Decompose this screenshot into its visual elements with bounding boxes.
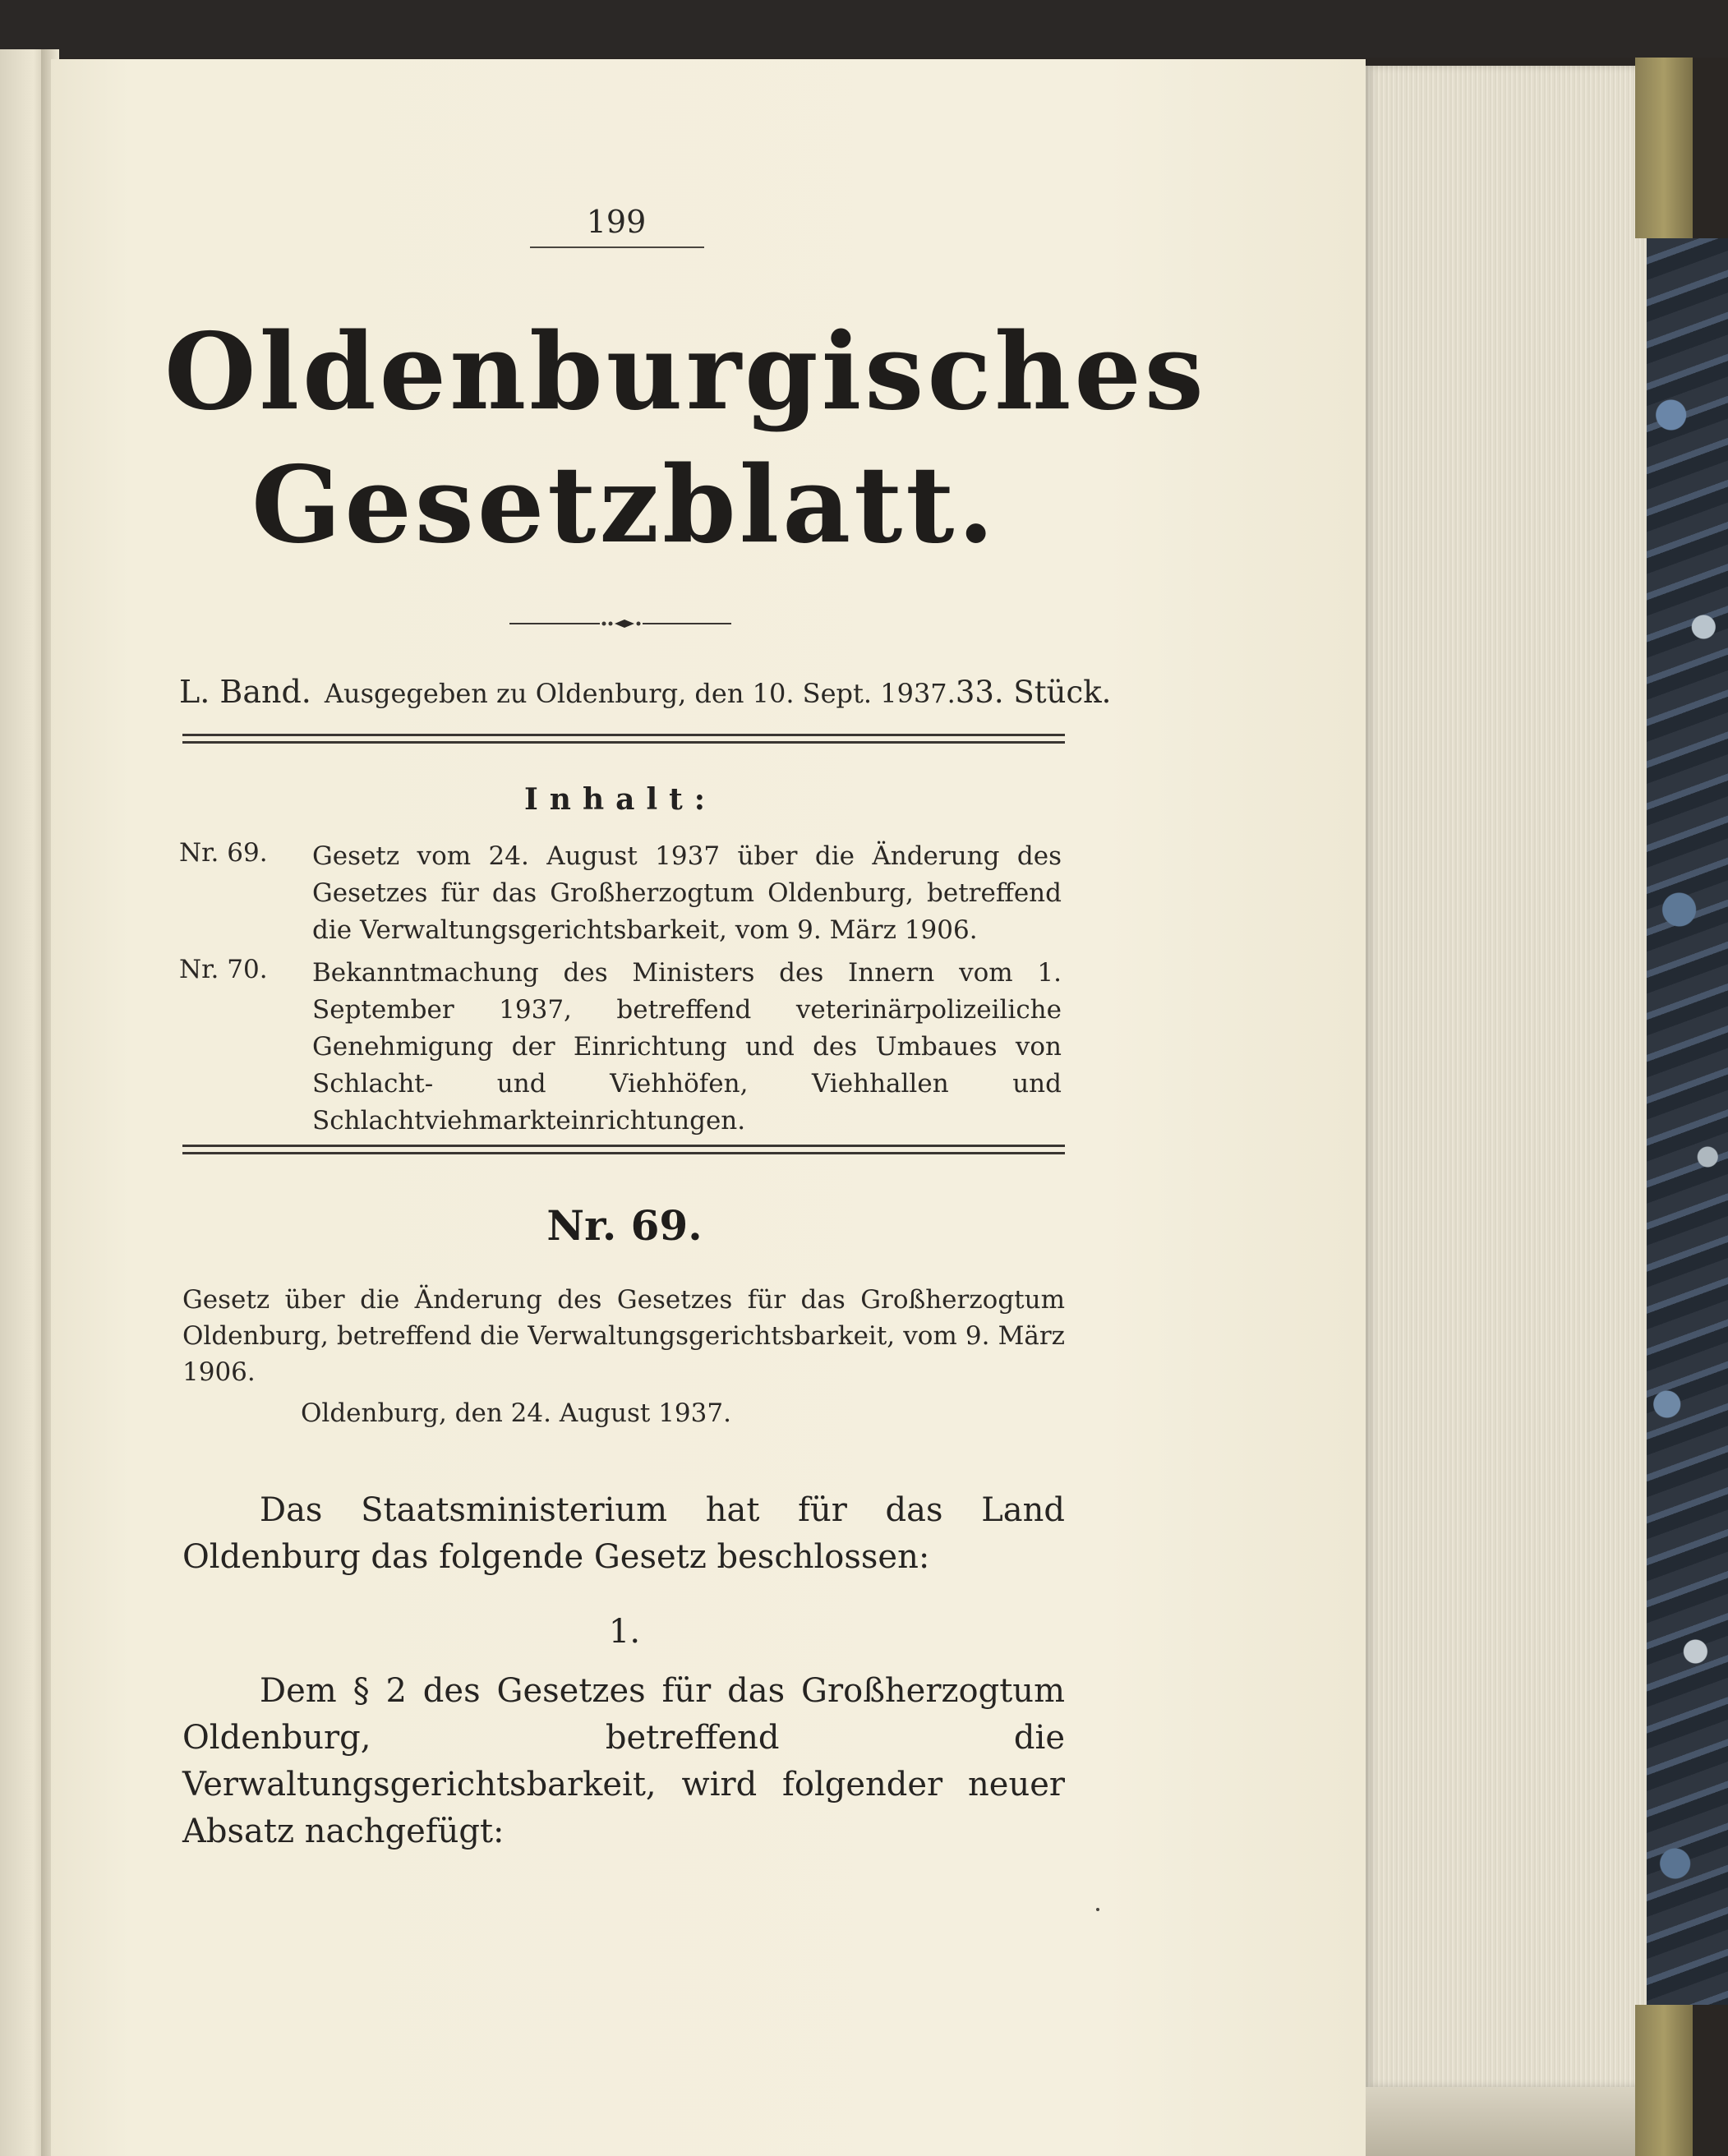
cover-board-top	[1635, 58, 1693, 238]
preamble-paragraph: Das Staatsministerium hat für das Land Oldenburg das folgende Gesetz beschlossen:	[182, 1491, 1065, 1576]
double-rule	[182, 1145, 1065, 1154]
contents-heading: Inhalt:	[523, 782, 717, 817]
page-block-bottom	[1366, 2087, 1647, 2156]
scan-background	[0, 0, 1728, 58]
page-number: 199	[586, 204, 647, 240]
print-speck	[1096, 1908, 1099, 1911]
issue-number: 33. Stück.	[955, 675, 1112, 710]
dateline: Oldenburg, den 24. August 1937.	[301, 1398, 731, 1428]
section-paragraph: Dem § 2 des Gesetzes für das Großherzogtum Oldenburg, betreffend die Verwaltungsgerichtsbarkeit, wird folgender neuer Absatz nachgefügt:	[182, 1672, 1065, 1850]
law-title: Gesetz über die Änderung des Gesetzes für das Großherzogtum Oldenburg, betreffend die Verwaltungsgerichtsbarkeit, vom 9. März 1906.	[182, 1285, 1065, 1387]
band-label: L. Band.	[179, 674, 311, 710]
cover-board-bottom	[1635, 2005, 1693, 2156]
double-rule	[182, 734, 1065, 744]
contents-entry-text: Gesetz vom 24. August 1937 über die Änderung des Gesetzes für das Großherzogtum Oldenburg, betreffend die Verwaltungsgerichtsbarkeit, vom 9. März 1906.	[312, 841, 1062, 945]
article-number: Nr. 69.	[546, 1201, 703, 1250]
page-number-rule	[530, 246, 704, 248]
contents-entry-number: Nr. 70.	[179, 955, 268, 984]
issue-date: Ausgegeben zu Oldenburg, den 10. Sept. 1937.	[324, 678, 956, 709]
section-number: 1.	[608, 1613, 641, 1651]
page-block-edge	[1366, 66, 1647, 2087]
contents-entry-number: Nr. 69.	[179, 838, 268, 868]
ornament-rule	[509, 618, 731, 629]
issue-line	[179, 674, 1112, 710]
masthead-title-line1: Oldenburgisches	[164, 311, 1207, 434]
masthead-title-line2: Gesetzblatt.	[251, 444, 998, 567]
contents-entry-text: Bekanntmachung des Ministers des Innern vom 1. September 1937, betreffend veterinärpolizeiliche Genehmigung der Einrichtung und des Umbaues von Schlacht- und Viehhöfen, Viehhallen und Schlachtviehmarkteinrichtungen.	[312, 958, 1062, 1136]
marbled-cover	[1647, 238, 1728, 2005]
